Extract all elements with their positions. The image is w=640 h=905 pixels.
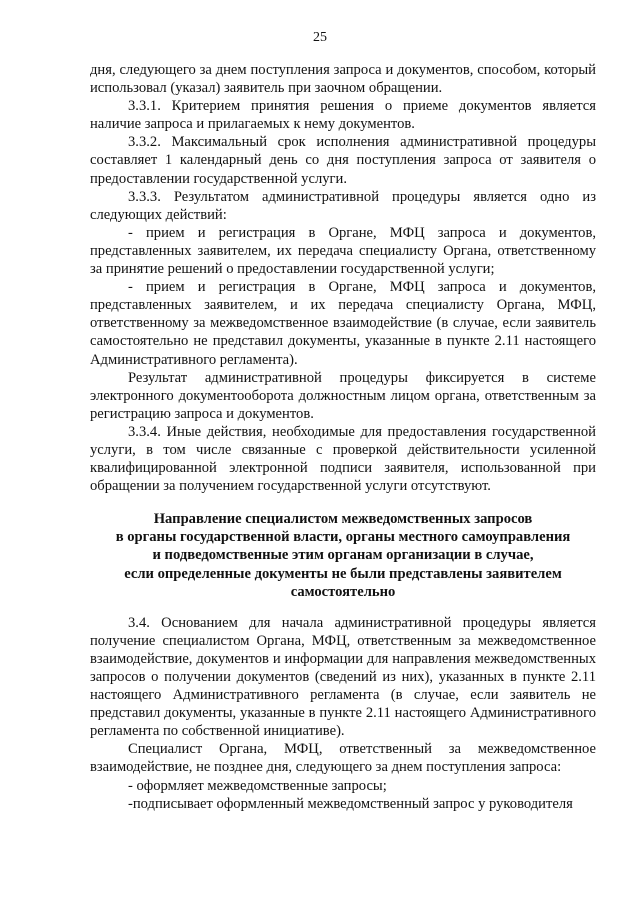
section-heading [90,510,596,600]
heading-line: самостоятельно [290,583,396,600]
page-number: 25 [313,30,327,45]
document-body [90,61,596,813]
list-item-result-2: - прием и регистрация в Органе, МФЦ запроса и документов, представленных заявителем, и их передача специалисту Органа, МФЦ, ответственному за межведомственное взаимодействие (в случае, если заявитель самостоятельно не представил документы, указанные в пункте 2.11 настоящего Административного регламента). [90,279,596,368]
heading-line: Направление специалистом межведомственных запросов [153,511,533,528]
paragraph-3-3-3: 3.3.3. Результатом административной процедуры является одно из следующих действий: [90,188,596,223]
heading-line: в органы государственной власти, органы местного самоуправления [115,529,571,546]
paragraph-continuation: дня, следующего за днем поступления запроса и документов, способом, который использовал (указал) заявитель при заочном обращении. [90,62,596,97]
heading-line: и подведомственные этим органам организации в случае, [152,547,534,564]
paragraph-3-4: 3.4. Основанием для начала административной процедуры является получение специалистом Органа, МФЦ, ответственным за межведомственное взаимодействие, документов и информации для направления межведомственных запросов о получении документов (сведений из них), указанных в пункте 2.11 настоящего Административного регламента (в случае, если заявитель не представил документы, указанные в пункте 2.11 настоящего Административного регламента по собственной инициативе). [90,614,596,740]
paragraph-specialist: Специалист Органа, МФЦ, ответственный за межведомственное взаимодействие, не позднее дня, следующего за днем поступления запроса: [90,741,596,776]
list-item-draft-requests: - оформляет межведомственные запросы; [128,777,387,794]
paragraph-3-3-1: 3.3.1. Критерием принятия решения о приеме документов является наличие запроса и прилагаемых к нему документов. [90,98,596,133]
list-item-result-1: - прием и регистрация в Органе, МФЦ запроса и документов, представленных заявителем, их передача специалисту Органа, ответственному за принятие решений о предоставлении государственной услуги; [90,224,596,278]
heading-line: если определенные документы не были представлены заявителем [124,565,562,582]
paragraph-3-3-4: 3.3.4. Иные действия, необходимые для предоставления государственной услуги, в том числе связанные с проверкой действительности усиленной квалифицированной электронной подписи заявителя, использованной при обращении за получением государственной услуги отсутствуют. [90,423,596,495]
list-item-sign-request: -подписывает оформленный межведомственный запрос у руководителя [128,795,573,812]
paragraph-3-3-2: 3.3.2. Максимальный срок исполнения административной процедуры составляет 1 календарный день со дня поступления запроса от заявителя о предоставлении государственной услуги. [90,134,596,187]
paragraph-result-fixation: Результат административной процедуры фиксируется в системе электронного документооборота должностным лицом органа, ответственным за регистрацию запроса и документов. [90,369,596,422]
